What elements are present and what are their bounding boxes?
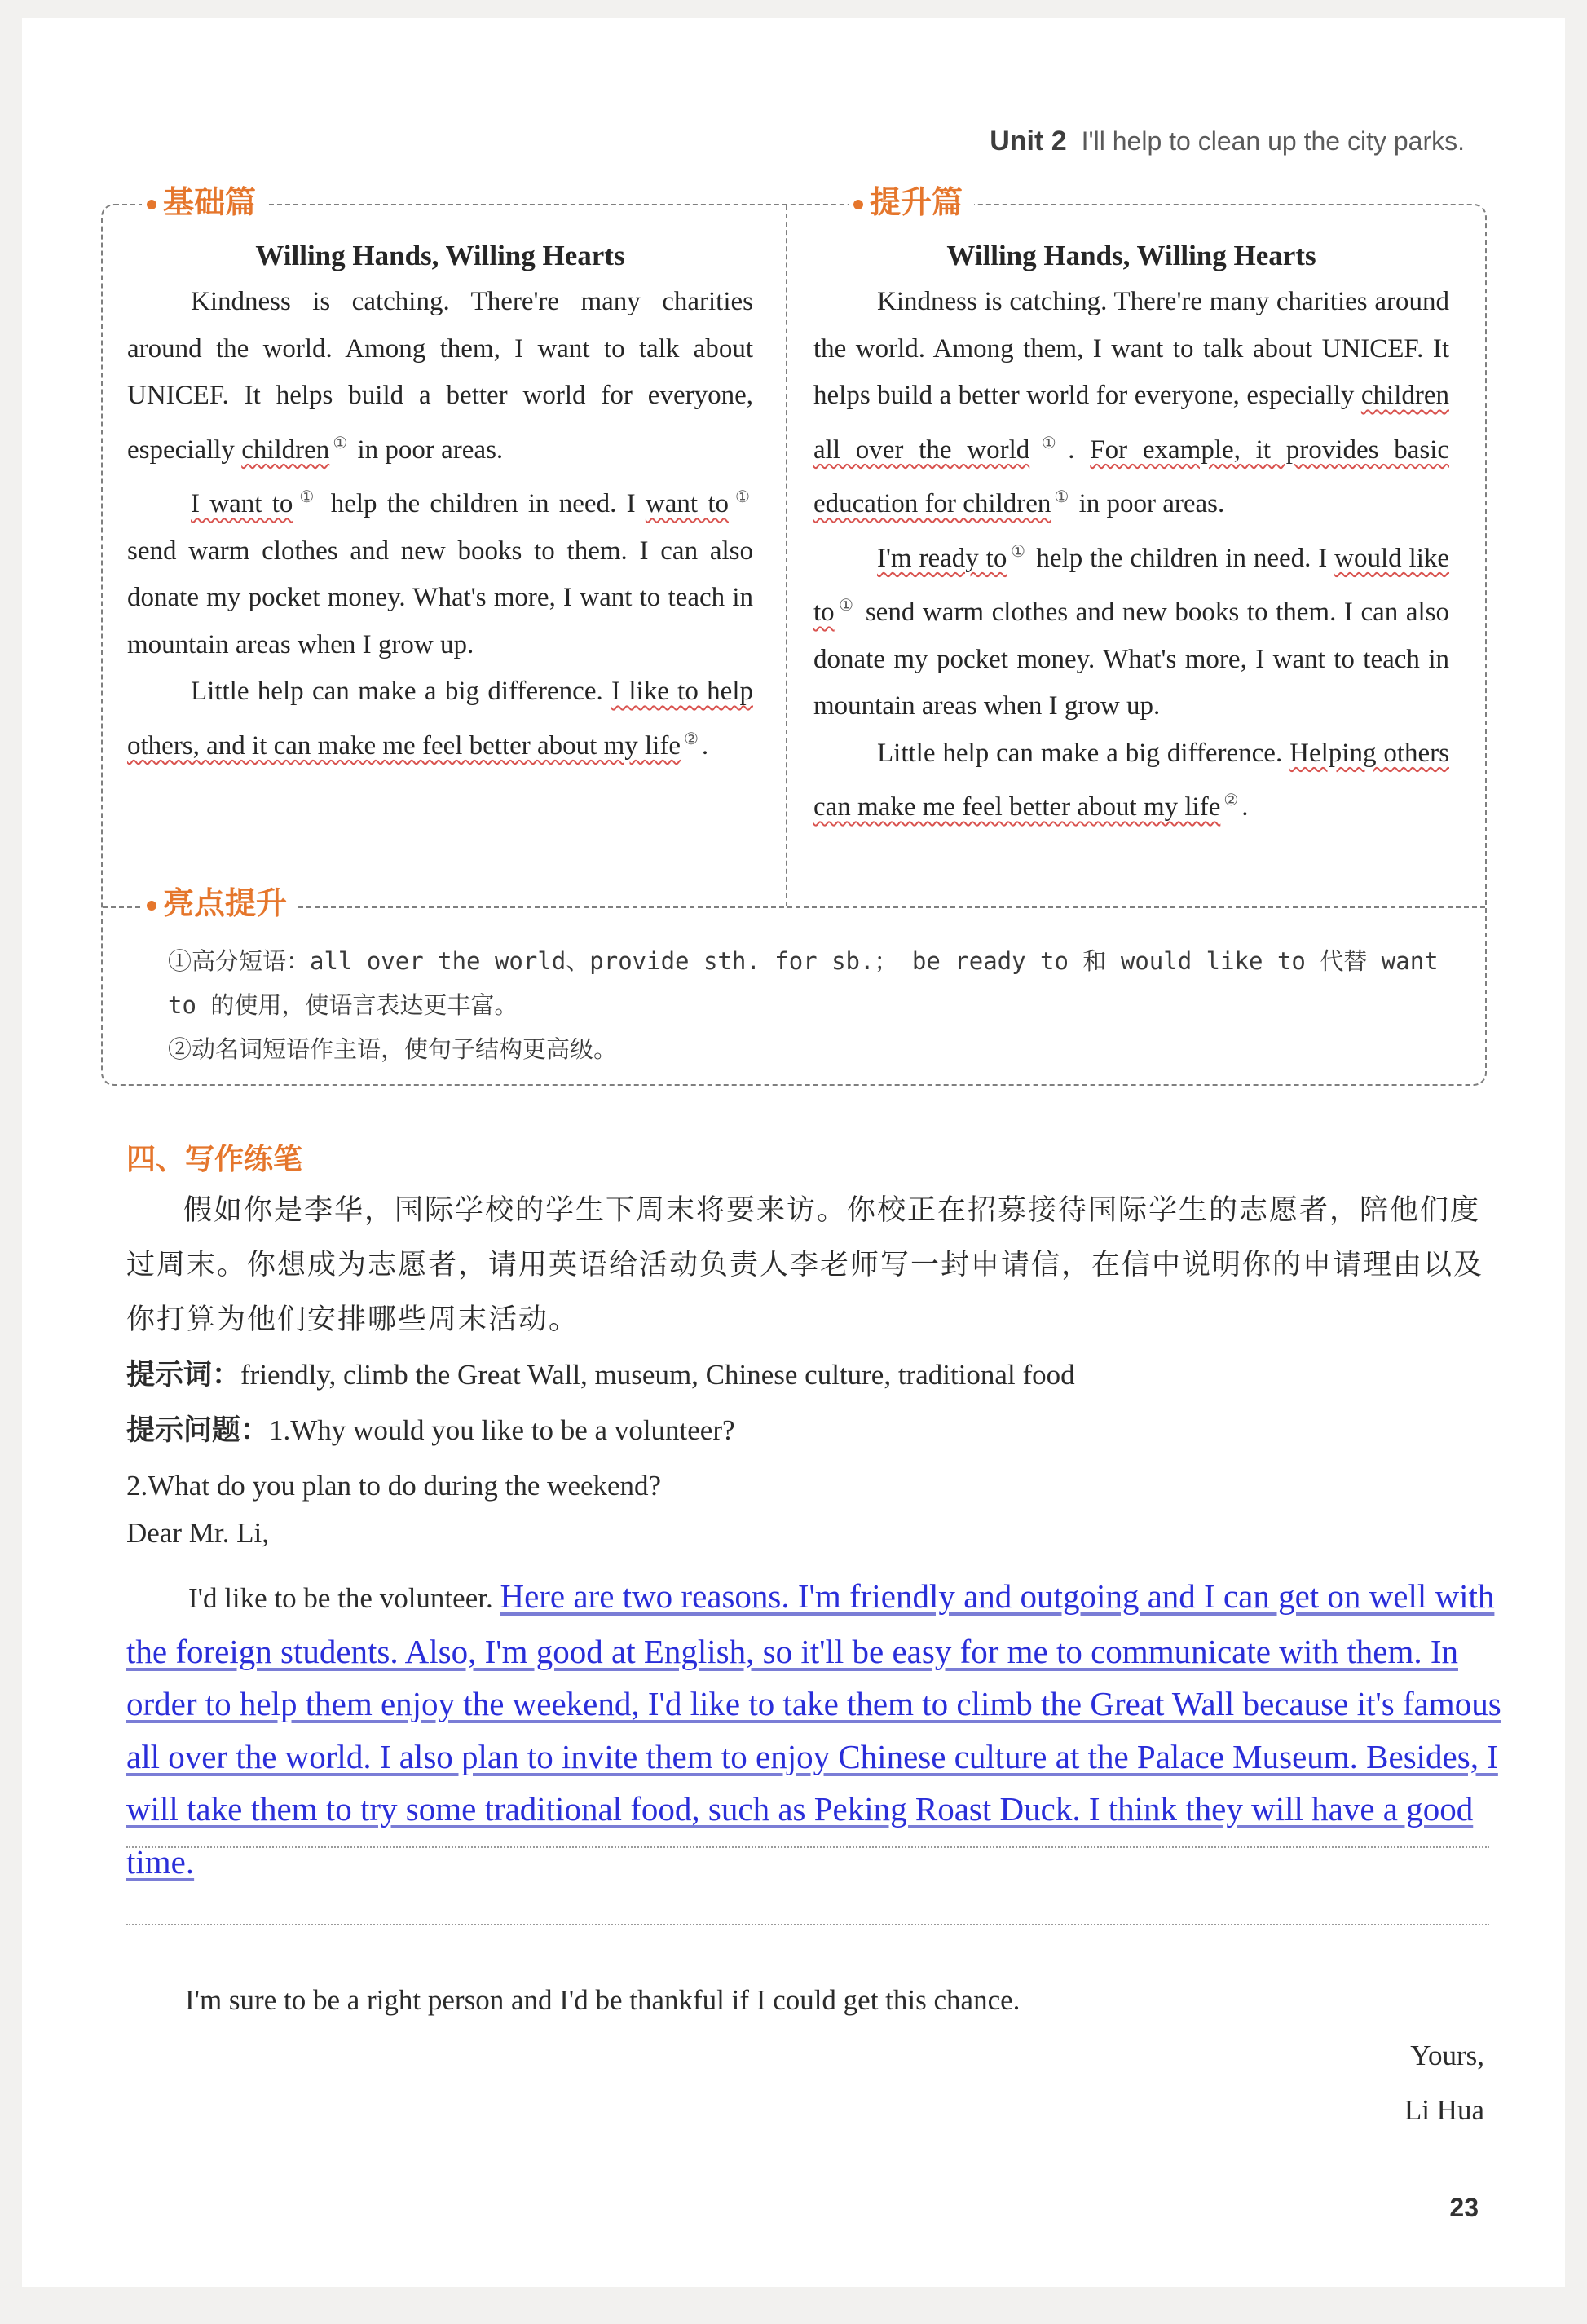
basic-essay-title: Willing Hands, Willing Hearts [255,240,625,271]
running-head [990,126,1465,157]
highlight-tag: 亮点提升 [142,885,298,921]
highlight-note-2: ②动名词短语作主语，使句子结构更高级。 [168,1035,618,1063]
bullet-dot-icon [147,200,156,209]
advanced-essay [813,238,1449,831]
letter-closing: I'm sure to be a right person and I'd be thankful if I could get this chance. [185,1984,1021,2016]
comparison-box [101,184,1487,1086]
highlight-notes [127,939,1464,1071]
bullet-dot-icon [147,901,156,911]
basic-tag: 基础篇 [142,184,267,220]
letter-body [126,1570,1512,1888]
advanced-paragraph-2: I'm ready to ① help the children in need. I would like to ① send warm clothes and new books to them. I can also donate my pocket money. What's more, I want to teach in mountain areas when I grow up. [813,540,1450,721]
letter-yours: Yours, [1410,2040,1484,2071]
letter-signature: Li Hua [1404,2094,1484,2126]
hint-questions: 提示问题：1.Why would you like to be a volunteer? [126,1414,735,1447]
hint-words: 提示词：friendly, climb the Great Wall, museum, Chinese culture, traditional food [126,1359,1075,1391]
advanced-tag: 提升篇 [849,184,974,220]
page-number: 23 [1449,2193,1479,2222]
basic-paragraph-2: I want to ① help the children in need. I want to ① send warm clothes and new books to them. I can also donate my pocket money. What's more, I want to teach in mountain areas when I grow up. [127,487,753,659]
basic-paragraph-3: Little help can make a big difference. I like to help others, and it can make me feel better about my life ② . [127,677,753,761]
unit-subtitle: I'll help to clean up the city parks. [1081,126,1465,156]
advanced-paragraph-1: Kindness is catching. There're many charities around the world. Among them, I want to talk about UNICEF. It helps build a better world for everyone, especially children all over the world ① . For example, it provides basic education for children ① in poor areas. [813,287,1450,518]
unit-label: Unit 2 [990,126,1067,157]
hint-question-2: 2.What do you plan to do during the weekend? [126,1470,662,1502]
letter-salutation: Dear Mr. Li, [126,1517,269,1549]
row-divider [103,906,1485,908]
advanced-essay-title: Willing Hands, Willing Hearts [946,240,1316,271]
workbook-page [22,18,1565,2287]
task-description: 假如你是李华，国际学校的学生下周末将要来访。你校正在招募接待国际学生的志愿者，陪他们度过周末。你想成为志愿者，请用英语给活动负责人李老师写一封申请信，在信中说明你的申请理由以及你打算为他们安排哪些周末活动。 [126,1194,1484,1336]
section-four-title: 四、写作练笔 [126,1143,303,1176]
letter-lead: I'd like to be the volunteer. [188,1582,500,1614]
answer-line [126,1846,1489,1848]
column-divider [786,205,787,906]
advanced-paragraph-3: Little help can make a big difference. Helping others can make me feel better about my life ② . [813,738,1449,822]
answer-line [126,1924,1489,1925]
highlight-note-1: ①高分短语：all over the world、provide sth. for sb.； be ready to 和 would like to 代替 want to 的使用，使语言表达更丰富。 [168,947,1439,1019]
writing-task [126,1184,1489,1513]
letter [126,1506,1512,1888]
basic-essay [127,238,753,770]
handwritten-answer: Here are two reasons. I'm friendly and outgoing and I can get on well with the foreign students. Also, I'm good at English, so it'll be easy for me to communicate with them. In order to help them enjoy the weekend, I'd like to take them to climb the Great Wall because it's famous all over the world. I also plan to invite them to enjoy Chinese culture at the Palace Museum. Besides, I will take them to try some traditional food, such as Peking Roast Duck. I think they will have a good time. [126,1577,1501,1881]
bullet-dot-icon [853,200,863,209]
basic-paragraph-1: Kindness is catching. There're many charities around the world. Among them, I want to talk about UNICEF. It helps build a better world for everyone, especially children ① in poor areas. [127,287,753,465]
